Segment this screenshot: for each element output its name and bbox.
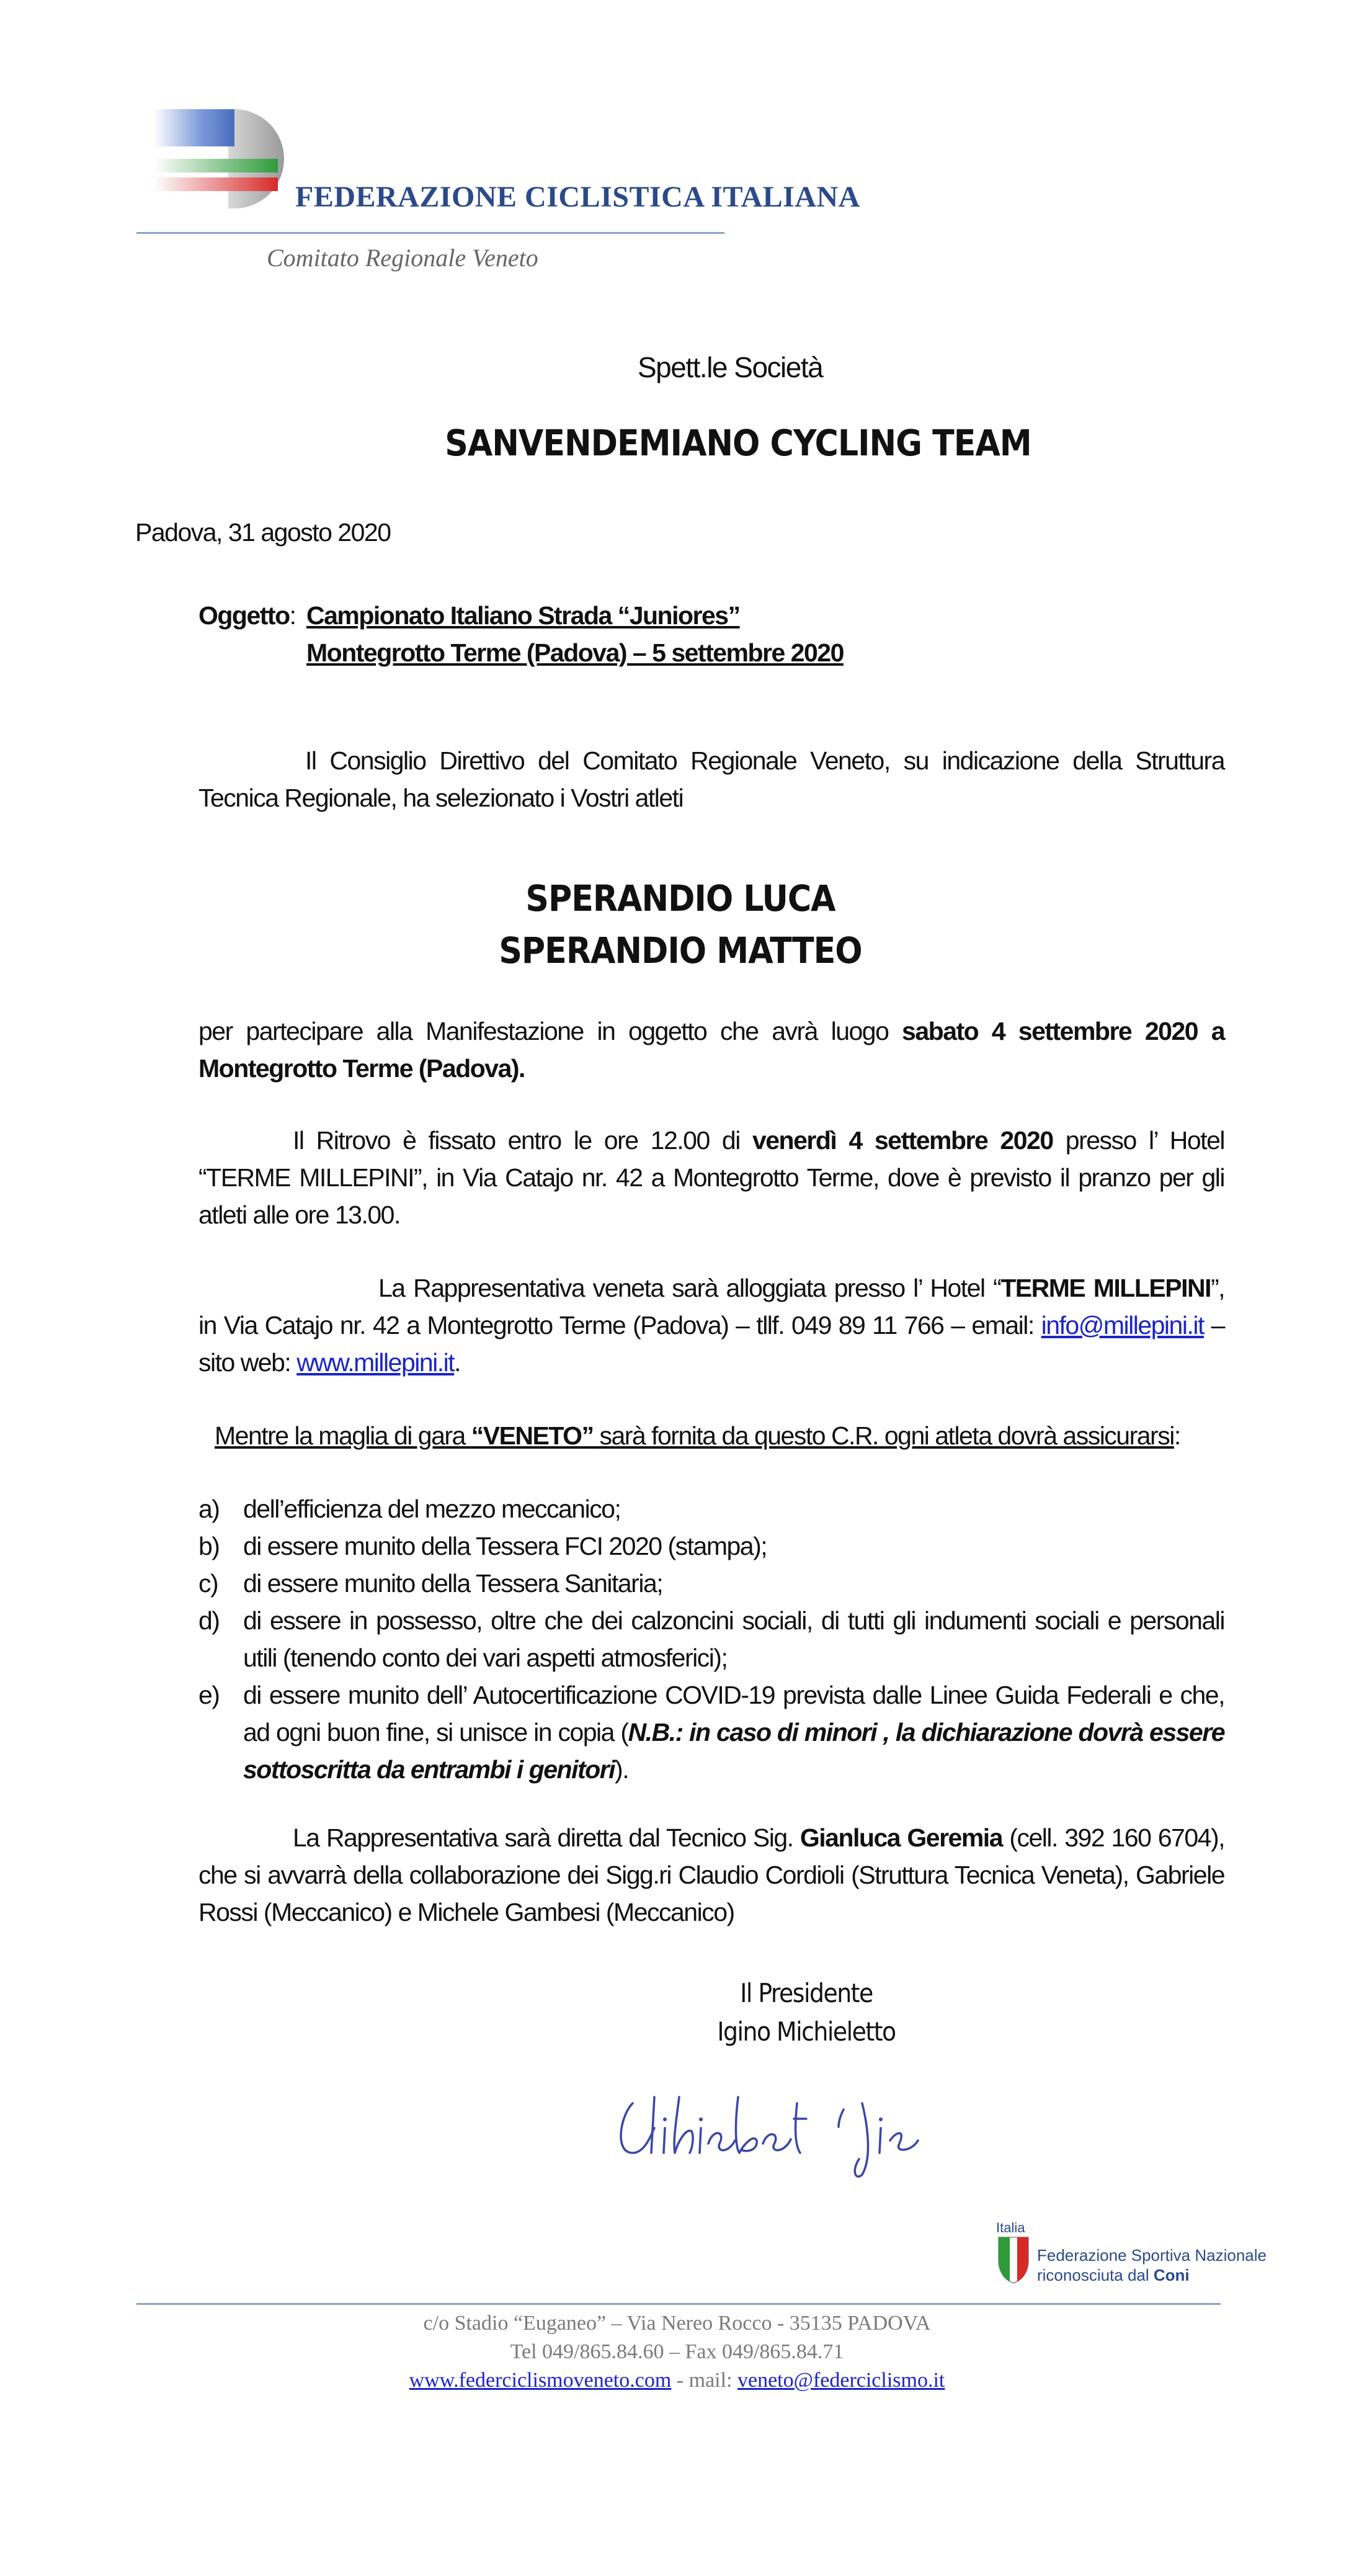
committee-name: Comitato Regionale Veneto [267,244,538,272]
coni-line-2-text: riconosciuta dal [1037,2266,1154,2284]
signature-block [620,1974,992,2051]
diretta-details: (cell. 392 160 6704), che si avvarrà della collaborazione dei Sigg.ri Claudio Cordioli (Struttura Tecnica Veneta), Gabriele Rossi (Meccanico) e Michele Gambesi (Meccanico) [198,1823,1224,1926]
addressee-salutation: Spett.le Società [638,351,823,383]
hotel-name: TERME MILLEPINI [1000,1274,1211,1302]
list-item [198,1676,1224,1788]
subject-colon: : [289,601,296,630]
footer-phone: Tel 049/865.84.60 – Fax 049/865.84.71 [510,2340,844,2363]
ritrovo-text: Il Ritrovo è fissato entro le ore 12.00 di [293,1126,752,1155]
footer-email-link[interactable]: veneto@federciclismo.it [737,2369,945,2392]
list-marker: d) [198,1606,220,1635]
list-item [198,1565,1224,1602]
athlete-name: SPERANDIO LUCA [525,877,835,919]
diretta-text: La Rappresentativa sarà diretta dal Tecnico Sig. [293,1823,800,1852]
coni-flag-icon [994,2229,1033,2284]
maglia-text [215,1421,1174,1450]
list-item [198,1490,1224,1527]
place-date: Padova, 31 agosto 2020 [135,518,391,547]
maglia-veneto: “VENETO” [471,1421,594,1450]
rappr-web-label: – sito web: [198,1311,1224,1377]
footer-website-link[interactable]: www.federciclismoveneto.com [409,2369,672,2392]
addressee-team: SANVENDEMIANO CYCLING TEAM [445,422,1031,464]
paragraph-maglia [215,1417,1180,1454]
list-item-text: di essere munito dell’ Autocertificazione COVID-19 prevista dalle Linee Guida Federali e che, ad ogni buon fine, si unisce in copia ( [243,1681,1224,1746]
rappr-address: ”, in Via Catajo nr. 42 a Montegrotto Terme (Padova) – tllf. 049 89 11 766 – email: [198,1274,1225,1339]
paragraph-consiglio: Il Consiglio Direttivo del Comitato Regionale Veneto, su indicazione della Struttura Tecnica Regionale, ha selezionato i Vostri atleti [198,746,1224,812]
list-item-text: dell’efficienza del mezzo meccanico; [243,1495,621,1523]
rappr-end: . [454,1348,461,1377]
handwritten-signature-icon [608,2060,930,2184]
subject-label [198,597,296,634]
footer-mail-label: - mail: [671,2369,737,2392]
president-name: Igino Michieletto [717,2016,896,2047]
list-item-text: di essere in possesso, oltre che dei calzoncini sociali, di tutti gli indumenti sociali e personali utili (tenendo conto dei vari aspetti atmosferici); [243,1606,1224,1672]
list-item [198,1602,1224,1676]
paragraph-partecipare [198,1013,1224,1087]
coni-italia-label: Italia [996,2220,1025,2235]
list-item [198,1527,1224,1565]
maglia-colon: : [1174,1421,1180,1450]
list-marker: c) [198,1569,218,1598]
athlete-name: SPERANDIO MATTEO [499,929,862,972]
requirements-list [198,1490,1224,1788]
footer-address: c/o Stadio “Euganeo” – Via Nereo Rocco - 35135 PADOVA [423,2312,931,2335]
paragraph-ritrovo [198,1122,1224,1233]
hotel-email-link[interactable]: info@millepini.it [1041,1311,1204,1339]
list-marker: e) [198,1681,220,1709]
coach-name: Gianluca Geremia [799,1823,1002,1852]
list-item-end: ). [615,1755,629,1784]
footer-links [0,2369,1354,2392]
maglia-post: sarà fornita da questo C.R. ogni atleta dovrà assicurarsi [593,1421,1174,1450]
list-marker: b) [198,1532,220,1560]
maglia-pre: Mentre la maglia di gara [215,1421,471,1450]
header-divider [136,232,724,234]
fci-logo-icon [141,105,303,217]
coni-line-2 [1037,2266,1190,2285]
paragraph-diretta [198,1819,1224,1931]
ritrovo-details: presso l’ Hotel “TERME MILLEPINI”, in Via Catajo nr. 42 a Montegrotto Terme, dove è previsto il pranzo per gli atleti alle ore 13.00. [198,1126,1224,1229]
rappr-text: La Rappresentativa veneta sarà alloggiata presso l’ Hotel “ [378,1274,1001,1302]
subject-line-1: Campionato Italiano Strada “Juniores” [306,601,740,630]
president-title: Il Presidente [740,1978,873,2008]
event-date-place: sabato 4 settembre 2020 a Montegrotto Terme (Padova). [198,1017,1225,1083]
ritrovo-date: venerdì 4 settembre 2020 [752,1126,1053,1155]
minors-note: N.B.: in caso di minori , la dichiarazione dovrà essere sottoscritta da entrambi i genitori [243,1718,1224,1784]
list-item-text: di essere munito della Tessera FCI 2020 (stampa); [243,1532,767,1560]
federation-name: FEDERAZIONE CICLISTICA ITALIANA [295,181,860,213]
athletes-list [0,872,1354,977]
list-item-text: di essere munito della Tessera Sanitaria; [243,1569,663,1598]
hotel-website-link[interactable]: www.millepini.it [296,1348,455,1377]
subject-line-2: Montegrotto Terme (Padova) – 5 settembre 2020 [306,638,844,667]
footer-divider [136,2303,1221,2305]
subject-label-text: Oggetto [198,601,290,630]
partecipare-text: per partecipare alla Manifestazione in oggetto che avrà luogo [198,1017,902,1045]
list-marker: a) [198,1495,220,1523]
coni-line-1: Federazione Sportiva Nazionale [1037,2246,1267,2265]
coni-word: Coni [1153,2266,1190,2284]
paragraph-rappresentativa [198,1269,1224,1381]
